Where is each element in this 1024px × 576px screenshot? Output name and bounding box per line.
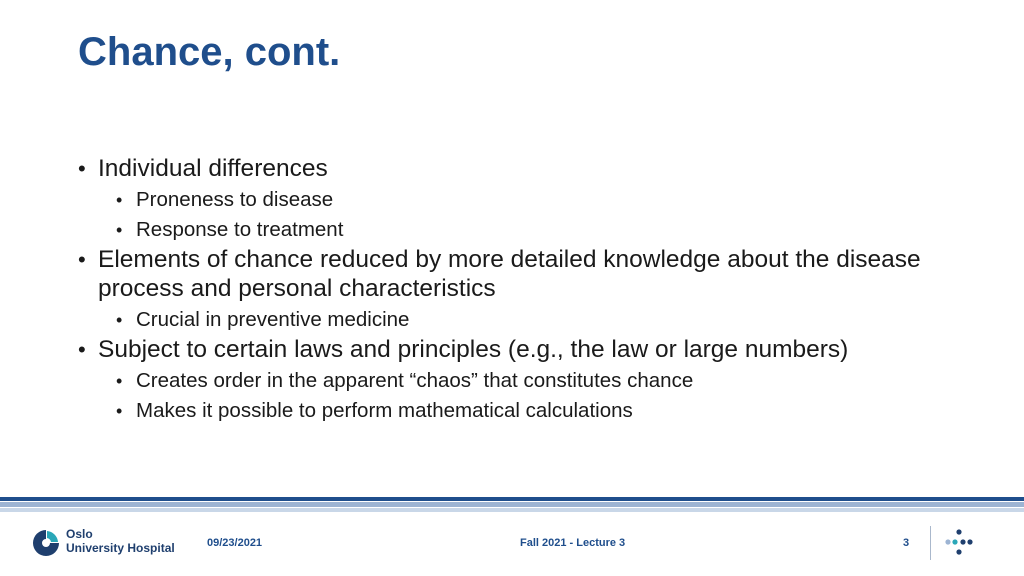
footer-date: 09/23/2021 xyxy=(207,537,263,549)
logo-text-university-hospital: University Hospital xyxy=(66,541,175,555)
hospital-logo xyxy=(30,526,180,560)
sub-bullet-response: • Response to treatment xyxy=(78,215,978,245)
bullet-laws-principles: • Subject to certain laws and principles (e.g., the law or large numbers) xyxy=(78,335,978,364)
footer-page-number: 3 xyxy=(903,537,910,549)
footer-band-mid xyxy=(0,502,1024,507)
footer-band-light xyxy=(0,508,1024,512)
footer-band-dark xyxy=(0,497,1024,501)
footer-course: Fall 2021 - Lecture 3 xyxy=(520,537,626,549)
logo-text-oslo: Oslo xyxy=(66,527,93,541)
sub-bullet-calculations: • Makes it possible to perform mathematical calculations xyxy=(78,396,978,426)
footer-divider xyxy=(930,526,931,560)
sub-bullet-creates-order: • Creates order in the apparent “chaos” that constitutes chance xyxy=(78,366,978,396)
slide-content xyxy=(78,154,978,426)
hospital-logo-icon xyxy=(30,527,62,559)
dots-cross-icon xyxy=(944,528,974,558)
slide-title: Chance, cont. xyxy=(78,30,341,74)
bullet-elements-of-chance: • Elements of chance reduced by more detailed knowledge about the disease process and personal characteristics xyxy=(78,245,978,303)
bullet-individual-differences: • Individual differences xyxy=(78,154,978,183)
sub-bullet-proneness: • Proneness to disease xyxy=(78,185,978,215)
sub-bullet-preventive-medicine: • Crucial in preventive medicine xyxy=(78,305,978,335)
